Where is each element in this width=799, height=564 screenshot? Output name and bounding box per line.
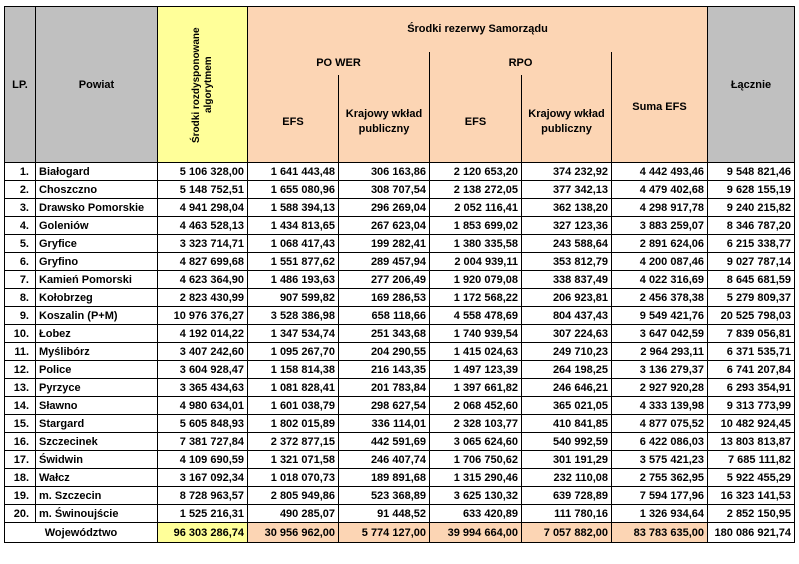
cell-powiat: Koszalin (P+M) [36,307,158,325]
cell-powr-krajowy: 442 591,69 [339,433,430,451]
cell-algorytm: 4 827 699,68 [158,253,248,271]
cell-rpo-efs: 1 853 699,02 [430,217,522,235]
cell-powiat: Stargard [36,415,158,433]
cell-powr-efs: 1 081 828,41 [248,379,339,397]
cell-powiat: Choszczno [36,181,158,199]
cell-lacznie: 10 482 924,45 [708,415,795,433]
cell-powiat: Szczecinek [36,433,158,451]
cell-rpo-efs: 1 380 335,58 [430,235,522,253]
cell-powr-krajowy: 289 457,94 [339,253,430,271]
cell-lp: 13. [5,379,36,397]
cell-lp: 17. [5,451,36,469]
cell-suma-efs: 4 298 917,78 [612,199,708,217]
cell-powr-efs: 1 095 267,70 [248,343,339,361]
total-rpo-efs: 39 994 664,00 [430,523,522,543]
cell-powr-efs: 490 285,07 [248,505,339,523]
cell-powr-krajowy: 306 163,86 [339,163,430,181]
cell-lp: 5. [5,235,36,253]
cell-algorytm: 5 106 328,00 [158,163,248,181]
cell-rpo-krajowy: 232 110,08 [522,469,612,487]
cell-lp: 18. [5,469,36,487]
cell-powr-krajowy: 296 269,04 [339,199,430,217]
cell-lp: 19. [5,487,36,505]
total-algorytm: 96 303 286,74 [158,523,248,543]
cell-rpo-krajowy: 249 710,23 [522,343,612,361]
cell-suma-efs: 4 022 316,69 [612,271,708,289]
cell-suma-efs: 4 442 493,46 [612,163,708,181]
cell-algorytm: 4 980 634,01 [158,397,248,415]
total-lacznie: 180 086 921,74 [708,523,795,543]
table-row [5,163,795,181]
cell-powr-krajowy: 199 282,41 [339,235,430,253]
cell-powiat: Goleniów [36,217,158,235]
table-body [5,163,795,523]
cell-powr-krajowy: 277 206,49 [339,271,430,289]
cell-suma-efs: 2 755 362,95 [612,469,708,487]
cell-lp: 6. [5,253,36,271]
cell-rpo-efs: 1 740 939,54 [430,325,522,343]
table-row [5,271,795,289]
table-row [5,235,795,253]
cell-lp: 9. [5,307,36,325]
cell-rpo-krajowy: 301 191,29 [522,451,612,469]
header-rpo-krajowy: Krajowy wkład publiczny [522,83,612,163]
cell-lacznie: 6 215 338,77 [708,235,795,253]
table-row [5,433,795,451]
cell-algorytm: 3 407 242,60 [158,343,248,361]
cell-suma-efs: 6 422 086,03 [612,433,708,451]
cell-powr-efs: 2 805 949,86 [248,487,339,505]
cell-rpo-krajowy: 327 123,36 [522,217,612,235]
cell-rpo-krajowy: 307 224,63 [522,325,612,343]
cell-rpo-krajowy: 338 837,49 [522,271,612,289]
cell-suma-efs: 3 647 042,59 [612,325,708,343]
cell-rpo-efs: 4 558 478,69 [430,307,522,325]
cell-rpo-efs: 1 706 750,62 [430,451,522,469]
cell-lacznie: 6 741 207,84 [708,361,795,379]
cell-rpo-krajowy: 111 780,16 [522,505,612,523]
cell-rpo-krajowy: 410 841,85 [522,415,612,433]
cell-lacznie: 5 279 809,37 [708,289,795,307]
cell-powr-efs: 1 018 070,73 [248,469,339,487]
cell-suma-efs: 3 575 421,23 [612,451,708,469]
total-powr-efs: 30 956 962,00 [248,523,339,543]
cell-rpo-krajowy: 374 232,92 [522,163,612,181]
cell-powiat: Kamień Pomorski [36,271,158,289]
cell-suma-efs: 7 594 177,96 [612,487,708,505]
cell-algorytm: 4 192 014,22 [158,325,248,343]
header-algorytm-label: Środki rozdysponowane algorytmem [190,26,214,143]
cell-lacznie: 9 027 787,14 [708,253,795,271]
cell-powr-krajowy: 308 707,54 [339,181,430,199]
cell-powr-krajowy: 298 627,54 [339,397,430,415]
cell-powr-efs: 1 321 071,58 [248,451,339,469]
cell-powr-efs: 907 599,82 [248,289,339,307]
cell-lacznie: 6 293 354,91 [708,379,795,397]
total-powr-krajowy: 5 774 127,00 [339,523,430,543]
cell-powr-krajowy: 246 407,74 [339,451,430,469]
cell-suma-efs: 3 136 279,37 [612,361,708,379]
cell-powiat: m. Świnoujście [36,505,158,523]
cell-suma-efs: 2 456 378,38 [612,289,708,307]
cell-powr-krajowy: 201 783,84 [339,379,430,397]
cell-powr-efs: 1 641 443,48 [248,163,339,181]
cell-algorytm: 5 148 752,51 [158,181,248,199]
cell-rpo-efs: 1 315 290,46 [430,469,522,487]
cell-lp: 11. [5,343,36,361]
cell-powiat: Myślibórz [36,343,158,361]
cell-powr-krajowy: 336 114,01 [339,415,430,433]
cell-rpo-efs: 2 120 653,20 [430,163,522,181]
table-row [5,469,795,487]
cell-lacznie: 9 628 155,19 [708,181,795,199]
cell-rpo-efs: 2 138 272,05 [430,181,522,199]
cell-powiat: Gryfice [36,235,158,253]
cell-rpo-efs: 2 328 103,77 [430,415,522,433]
cell-powiat: Gryfino [36,253,158,271]
cell-rpo-krajowy: 540 992,59 [522,433,612,451]
cell-rpo-krajowy: 639 728,89 [522,487,612,505]
cell-rpo-krajowy: 246 646,21 [522,379,612,397]
cell-algorytm: 8 728 963,57 [158,487,248,505]
cell-powiat: Sławno [36,397,158,415]
cell-powr-krajowy: 523 368,89 [339,487,430,505]
cell-powiat: Wałcz [36,469,158,487]
cell-lacznie: 9 240 215,82 [708,199,795,217]
cell-lacznie: 6 371 535,71 [708,343,795,361]
cell-powr-krajowy: 216 143,35 [339,361,430,379]
cell-powr-efs: 1 434 813,65 [248,217,339,235]
table-row [5,343,795,361]
cell-suma-efs: 3 883 259,07 [612,217,708,235]
cell-suma-efs: 2 891 624,06 [612,235,708,253]
cell-algorytm: 2 823 430,99 [158,289,248,307]
total-rpo-krajowy: 7 057 882,00 [522,523,612,543]
header-suma-efs: Suma EFS [612,52,708,163]
header-powr-rule [248,75,339,83]
cell-rpo-krajowy: 365 021,05 [522,397,612,415]
cell-rpo-efs: 2 052 116,41 [430,199,522,217]
cell-powr-krajowy: 91 448,52 [339,505,430,523]
cell-lp: 15. [5,415,36,433]
cell-powr-krajowy: 267 623,04 [339,217,430,235]
cell-rpo-krajowy: 206 923,81 [522,289,612,307]
cell-lacznie: 9 548 821,46 [708,163,795,181]
header-powr: PO WER [248,52,430,75]
cell-suma-efs: 4 200 087,46 [612,253,708,271]
cell-powr-efs: 1 068 417,43 [248,235,339,253]
cell-algorytm: 4 941 298,04 [158,199,248,217]
header-algorytm [158,7,248,163]
cell-rpo-efs: 1 497 123,39 [430,361,522,379]
cell-lp: 4. [5,217,36,235]
table-row [5,307,795,325]
cell-rpo-efs: 1 397 661,82 [430,379,522,397]
table-row [5,379,795,397]
cell-algorytm: 3 323 714,71 [158,235,248,253]
cell-powr-krajowy: 204 290,55 [339,343,430,361]
allocation-table-container [4,6,795,543]
cell-suma-efs: 4 877 075,52 [612,415,708,433]
cell-algorytm: 1 525 216,31 [158,505,248,523]
cell-rpo-krajowy: 804 437,43 [522,307,612,325]
cell-suma-efs: 4 333 139,98 [612,397,708,415]
cell-powiat: Pyrzyce [36,379,158,397]
cell-rpo-efs: 1 172 568,22 [430,289,522,307]
cell-powiat: m. Szczecin [36,487,158,505]
cell-suma-efs: 2 964 293,11 [612,343,708,361]
cell-powr-krajowy: 251 343,68 [339,325,430,343]
header-lacznie: Łącznie [708,7,795,163]
table-row [5,487,795,505]
cell-rpo-efs: 2 068 452,60 [430,397,522,415]
cell-algorytm: 4 623 364,90 [158,271,248,289]
cell-lacznie: 7 685 111,82 [708,451,795,469]
table-row [5,289,795,307]
cell-lacznie: 9 313 773,99 [708,397,795,415]
cell-algorytm: 7 381 727,84 [158,433,248,451]
header-rpo: RPO [430,52,612,75]
cell-powr-efs: 2 372 877,15 [248,433,339,451]
cell-algorytm: 4 109 690,59 [158,451,248,469]
cell-rpo-krajowy: 264 198,25 [522,361,612,379]
cell-lacznie: 20 525 798,03 [708,307,795,325]
header-rpo-rule [430,75,522,83]
header-powr-efs: EFS [248,83,339,163]
cell-lacznie: 5 922 455,29 [708,469,795,487]
cell-powr-efs: 1 588 394,13 [248,199,339,217]
table-row [5,217,795,235]
cell-lacznie: 8 645 681,59 [708,271,795,289]
cell-powr-efs: 1 158 814,38 [248,361,339,379]
table-row [5,397,795,415]
table-row [5,199,795,217]
cell-powiat: Kołobrzeg [36,289,158,307]
cell-lp: 14. [5,397,36,415]
table-row [5,325,795,343]
cell-lp: 10. [5,325,36,343]
cell-powr-efs: 1 347 534,74 [248,325,339,343]
cell-algorytm: 4 463 528,13 [158,217,248,235]
cell-lacznie: 16 323 141,53 [708,487,795,505]
cell-rpo-krajowy: 362 138,20 [522,199,612,217]
cell-rpo-krajowy: 243 588,64 [522,235,612,253]
cell-lacznie: 7 839 056,81 [708,325,795,343]
cell-lp: 3. [5,199,36,217]
cell-rpo-efs: 1 920 079,08 [430,271,522,289]
header-rezerwa: Środki rezerwy Samorządu [248,7,708,52]
cell-algorytm: 3 167 092,34 [158,469,248,487]
header-powiat: Powiat [36,7,158,163]
table-row [5,253,795,271]
cell-rpo-efs: 3 625 130,32 [430,487,522,505]
cell-suma-efs: 9 549 421,76 [612,307,708,325]
table-row [5,415,795,433]
cell-lp: 8. [5,289,36,307]
cell-lp: 7. [5,271,36,289]
cell-powr-krajowy: 169 286,53 [339,289,430,307]
cell-rpo-efs: 633 420,89 [430,505,522,523]
cell-lp: 12. [5,361,36,379]
allocation-table [4,6,795,543]
table-row [5,451,795,469]
cell-lp: 2. [5,181,36,199]
cell-lacznie: 2 852 150,95 [708,505,795,523]
cell-algorytm: 3 604 928,47 [158,361,248,379]
cell-powr-efs: 1 802 015,89 [248,415,339,433]
cell-powr-efs: 1 655 080,96 [248,181,339,199]
cell-rpo-efs: 1 415 024,63 [430,343,522,361]
cell-powr-efs: 3 528 386,98 [248,307,339,325]
table-row [5,505,795,523]
header-powr-rule-2 [339,75,430,83]
header-rpo-efs: EFS [430,83,522,163]
cell-powr-efs: 1 601 038,79 [248,397,339,415]
cell-powiat: Drawsko Pomorskie [36,199,158,217]
cell-lp: 1. [5,163,36,181]
header-rpo-rule-2 [522,75,612,83]
cell-powr-krajowy: 658 118,66 [339,307,430,325]
cell-lp: 16. [5,433,36,451]
total-label: Województwo [5,523,158,543]
header-lp: LP. [5,7,36,163]
total-row [5,523,795,543]
cell-suma-efs: 4 479 402,68 [612,181,708,199]
cell-algorytm: 3 365 434,63 [158,379,248,397]
cell-powr-krajowy: 189 891,68 [339,469,430,487]
cell-rpo-krajowy: 353 812,79 [522,253,612,271]
cell-powiat: Białogard [36,163,158,181]
cell-suma-efs: 1 326 934,64 [612,505,708,523]
cell-rpo-efs: 2 004 939,11 [430,253,522,271]
header-powr-krajowy: Krajowy wkład publiczny [339,83,430,163]
cell-rpo-krajowy: 377 342,13 [522,181,612,199]
cell-powiat: Świdwin [36,451,158,469]
cell-rpo-efs: 3 065 624,60 [430,433,522,451]
table-row [5,361,795,379]
cell-algorytm: 5 605 848,93 [158,415,248,433]
cell-lp: 20. [5,505,36,523]
cell-powr-efs: 1 486 193,63 [248,271,339,289]
cell-algorytm: 10 976 376,27 [158,307,248,325]
cell-suma-efs: 2 927 920,28 [612,379,708,397]
table-row [5,181,795,199]
total-suma-efs: 83 783 635,00 [612,523,708,543]
cell-lacznie: 13 803 813,87 [708,433,795,451]
cell-powiat: Police [36,361,158,379]
cell-powiat: Łobez [36,325,158,343]
cell-lacznie: 8 346 787,20 [708,217,795,235]
cell-powr-efs: 1 551 877,62 [248,253,339,271]
